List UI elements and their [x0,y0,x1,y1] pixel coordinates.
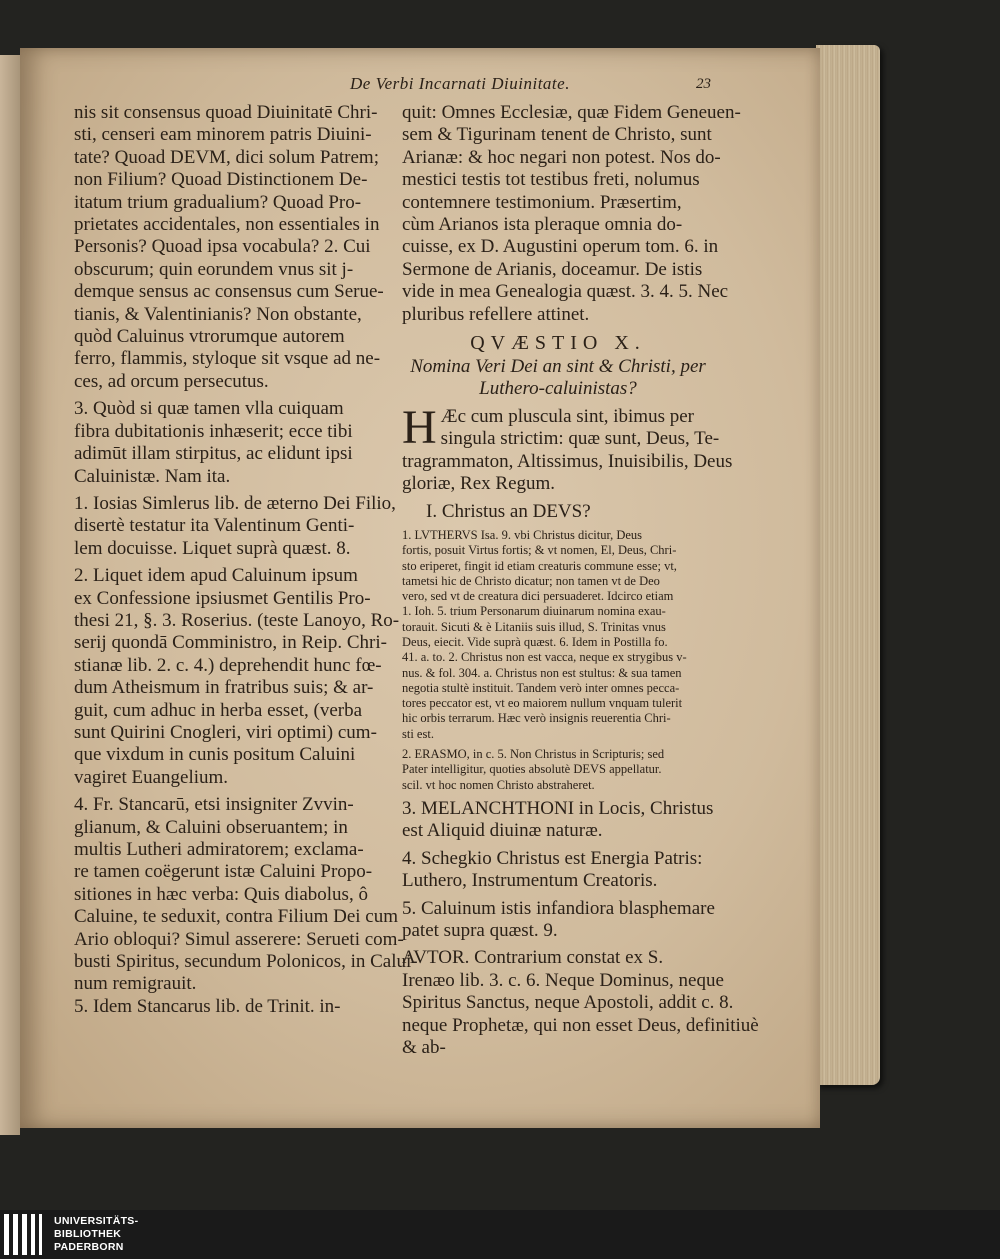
library-name-line: PADERBORN [54,1241,124,1253]
text-line: fibra dubitationis inhæserit; ecce tibi [74,420,353,442]
library-footer [0,1210,1000,1259]
text-line: disertè testatur ita Valentinum Genti- [74,515,355,537]
text-line: serij quondā Comministro, in Reip. Chri- [74,632,387,654]
text-line: hic orbis terrarum. Hæc verò insignis reuerentia Chri- [402,711,671,726]
text-line: cuisse, ex D. Augustini operum tom. 6. in [402,236,719,258]
text-line: Ario obloqui? Simul asserere: Serueti com- [74,928,404,950]
text-line: stianæ lib. 2. c. 4.) deprehendit hunc fœ- [74,654,382,676]
text-line: Nomina Veri Dei an sint & Christi, per [410,356,706,378]
running-head: De Verbi Incarnati Diuinitate. [350,74,570,93]
subheading: I. Christus an DEVS? [426,500,591,522]
text-line: pluribus refellere attinet. [402,303,590,325]
right-column-bottom-text [402,797,759,1059]
text-line: ces, ad orcum persecutus. [74,370,269,392]
text-line: negotia stultè instituit. Tandem verò inter omnes pecca- [402,680,680,695]
right-column [402,102,759,1059]
text-line: prietates accidentales, non essentiales in [74,214,380,236]
text-line: sitiones in hæc verba: Quis diabolus, ô [74,883,368,905]
text-line: Deus, eiecit. Vide suprà quæst. 6. Idem in Postilla fo. [402,634,668,649]
library-logo-icon [4,1214,48,1255]
text-line: vero, sed vt de creatura dici persuaderet. Idcirco etiam [402,589,674,604]
library-name [54,1215,138,1254]
text-line: fortis, posuit Virtus fortis; & vt nomen, El, Deus, Chri- [402,543,677,558]
text-line: 4. Schegkio Christus est Energia Patris: [402,847,703,869]
text-line: Æc cum pluscula sint, ibimus per [440,405,694,427]
text-line: 1. Ioh. 5. trium Personarum diuinarum nomina exau- [402,604,666,619]
text-line: obscurum; quin eorundem vnus sit j- [74,258,354,280]
text-line: que vixdum in cunis positum Caluini [74,744,356,766]
text-line: itatum trium gradualium? Quoad Pro- [74,191,362,213]
text-line: 5. Idem Stancarus lib. de Trinit. in- [74,995,341,1017]
text-line: ex Confessione ipsiusmet Gentilis Pro- [74,587,371,609]
text-line: re tamen coëgerunt istæ Caluini Propo- [74,861,373,883]
text-line: vide in mea Genealogia quæst. 3. 4. 5. Nec [402,281,729,303]
text-line: singula strictim: quæ sunt, Deus, Te- [440,428,720,450]
text-line: glianum, & Caluini obseruantem; in [74,816,348,838]
text-line: 1. Iosias Simlerus lib. de æterno Dei Filio, [74,492,396,514]
text-line: Arianæ: & hoc negari non potest. Nos do- [402,146,721,168]
text-line: AVTOR. Contrarium constat ex S. [402,947,664,969]
text-line: sti est. [402,726,434,741]
text-line: Pater intelligitur, quoties absolutè DEVS appellatur. [402,762,662,777]
text-line: 3. Quòd si quæ tamen vlla cuiquam [74,398,344,420]
text-line: multis Lutheri admiratorem; exclama- [74,839,364,860]
text-line: dum Atheismum in fratribus suis; & ar- [74,677,374,699]
text-line: scil. vt hoc nomen Christo abstraheret. [402,777,595,792]
text-line: cùm Arianos ista pleraque omnia do- [402,214,683,236]
text-line: neque Prophetæ, qui non esset Deus, definitiuè [402,1014,759,1036]
text-line: sto eriperet, fingit id etiam creaturis commune esse; vt, [402,558,677,573]
text-line: Luthero-caluinistas? [479,378,637,400]
text-line: tametsi hic de Christo dicatur; non tamen vt de Deo [402,573,660,588]
library-name-line: UNIVERSITÄTS- [54,1215,139,1227]
text-line: guit, cum adhuc in herba esset, (verba [74,699,363,721]
small-print-notes [402,528,714,793]
text-line: patet supra quæst. 9. [402,919,558,941]
text-line: 2. Liquet idem apud Caluinum ipsum [74,565,358,587]
text-line: 5. Caluinum istis infandiora blasphemare [402,897,715,919]
text-line: busti Spiritus, secundum Polonicos, in Calui- [74,951,418,973]
text-line: gloriæ, Rex Regum. [402,473,556,495]
text-line: 3. MELANCHTHONI in Locis, Christus [402,797,714,819]
text-line: 1. LVTHERVS Isa. 9. vbi Christus dicitur, Deus [402,527,643,542]
text-line: num remigrauit. [74,973,197,995]
text-line: sti, censeri eam minorem patris Diuini- [74,124,372,146]
text-line: est Aliquid diuinæ naturæ. [402,820,603,842]
left-page-edge [0,55,20,1135]
right-column-top-text [402,102,741,326]
text-line: tate? Quoad DEVM, dici solum Patrem; [74,146,379,168]
text-line: Caluinistæ. Nam ita. [74,465,231,487]
text-line: Sermone de Arianis, doceamur. De istis [402,258,703,280]
text-line: quòd Caluinus vtrorumque autorem [74,326,345,348]
text-line: tragrammaton, Altissimus, Inuisibilis, Deus [402,450,733,472]
question-title [402,356,714,401]
text-line: 2. ERASMO, in c. 5. Non Christus in Scripturis; sed [402,747,665,762]
text-line: & ab- [402,1037,446,1059]
page-number: 23 [696,76,711,92]
text-line: non Filium? Quoad Distinctionem De- [74,169,368,191]
question-heading: QVÆSTIO X. [470,332,646,355]
text-line: quit: Omnes Ecclesiæ, quæ Fidem Geneuen- [402,102,741,123]
text-line: ferro, flammis, styloque sit vsque ad ne- [74,348,381,370]
intro-lines [402,400,733,496]
text-line: 4. Fr. Stancarū, etsi insigniter Zvvin- [74,794,354,816]
text-line: Irenæo lib. 3. c. 6. Neque Dominus, neque [402,969,724,991]
text-line: tores peccator est, vt eo maiorem nullum vnquam tulerit [402,696,683,711]
text-line: torauit. Sicuti & è Litaniis suis illud, S. Trinitas vnus [402,619,666,634]
drop-cap: H [402,400,437,454]
text-line: Caluine, te seduxit, contra Filium Dei cum [74,906,398,928]
text-line: Luthero, Instrumentum Creatoris. [402,870,658,892]
text-line: sem & Tigurinam tenent de Christo, sunt [402,124,712,146]
book-page [20,48,820,1128]
text-line: nus. & fol. 304. a. Christus non est stultus: & sua tamen [402,665,682,680]
text-line: mestici testis tot testibus freti, nolumus [402,169,700,191]
library-name-line: BIBLIOTHEK [54,1228,122,1240]
text-line: demque sensus ac consensus cum Serue- [74,281,384,303]
text-line: tianis, & Valentinianis? Non obstante, [74,303,362,325]
text-line: 41. a. to. 2. Christus non est vacca, neque ex strygibus v- [402,650,687,665]
text-line: Spiritus Sanctus, neque Apostoli, addit c. 8. [402,992,734,1014]
text-line: thesi 21, §. 3. Roserius. (teste Lanoyo, Ro- [74,609,400,631]
text-line: lem docuisse. Liquet suprà quæst. 8. [74,537,351,559]
text-line: contemnere testimonium. Præsertim, [402,191,682,213]
text-line: sunt Quirini Cnogleri, viri optimi) cum- [74,721,377,743]
intro-paragraph [402,400,733,496]
text-line: adimūt illam stirpitus, ac elidunt ipsi [74,443,353,465]
text-line: nis sit consensus quoad Diuinitatē Chri- [74,102,378,123]
text-line: vagiret Euangelium. [74,766,229,788]
text-line: Personis? Quoad ipsa vocabula? 2. Cui [74,236,371,258]
page-stack-edge [816,45,880,1085]
